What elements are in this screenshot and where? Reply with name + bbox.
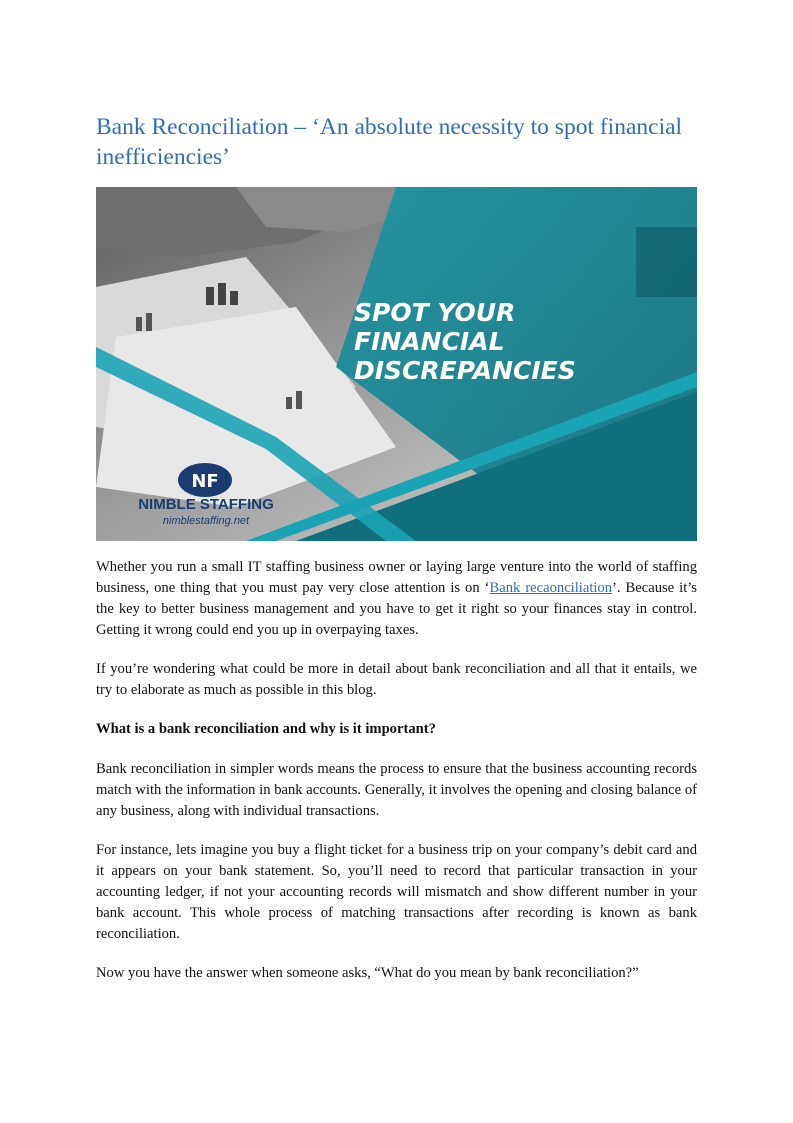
chart-bar [218, 283, 226, 305]
paragraph-example: For instance, lets imagine you buy a flight ticket for a business trip on your company’s debit card and it appears on your bank statement. So, you’ll need to record that particular transaction in your accounting ledger, if not your accounting records will mismatch and show different number in your bank account. This whole process of matching transactions after recording is known as bank reconciliation. [96, 842, 697, 942]
paragraph-conclusion: Now you have the answer when someone asks, “What do you mean by bank reconciliation?” [96, 965, 639, 981]
logo-url: nimblestaffing.net [162, 515, 250, 527]
paragraph-blog-scope: If you’re wondering what could be more in detail about bank reconciliation and all that it entails, we try to elaborate as much as possible in this blog. [96, 661, 697, 698]
logo-name: NIMBLE STAFFING [138, 496, 274, 513]
chart-bar [230, 291, 238, 305]
chart-bar [206, 287, 214, 305]
banner-headline-line-2: FINANCIAL [354, 327, 505, 356]
banner-headline-line-3: DISCREPANCIES [354, 356, 576, 385]
paragraph-text: ’. Because it’s the key to better business management and you have to get it right so your finances stay in control. Getting it wrong could end you up in overpaying taxes. [96, 580, 697, 638]
article-body [96, 557, 697, 1002]
section-heading: What is a bank reconciliation and why is it important? [96, 721, 436, 737]
paragraph-text: Whether you run a small IT staffing business owner or laying large venture into the world of staffing business, one thing that you must pay very close attention is on ‘ [96, 559, 697, 596]
banner-headline-line-1: SPOT YOUR [354, 298, 516, 327]
keyboard [636, 227, 697, 297]
logo-initials: NF [191, 471, 219, 492]
paragraph-definition: Bank reconciliation in simpler words means the process to ensure that the business accounting records match with the information in bank accounts. Generally, it involves the opening and closing balance of any business, along with individual transactions. [96, 761, 697, 819]
chart-bar [286, 397, 292, 409]
bank-reconciliation-link[interactable]: Bank recaonciliation [489, 580, 613, 596]
chart-bar [146, 313, 152, 331]
paragraph-intro [96, 557, 697, 641]
chart-bar [136, 317, 142, 331]
banner-image [96, 187, 697, 541]
chart-bar [296, 391, 302, 409]
page-title: Bank Reconciliation – ‘An absolute necessity to spot financial inefficiencies’ [96, 114, 683, 170]
